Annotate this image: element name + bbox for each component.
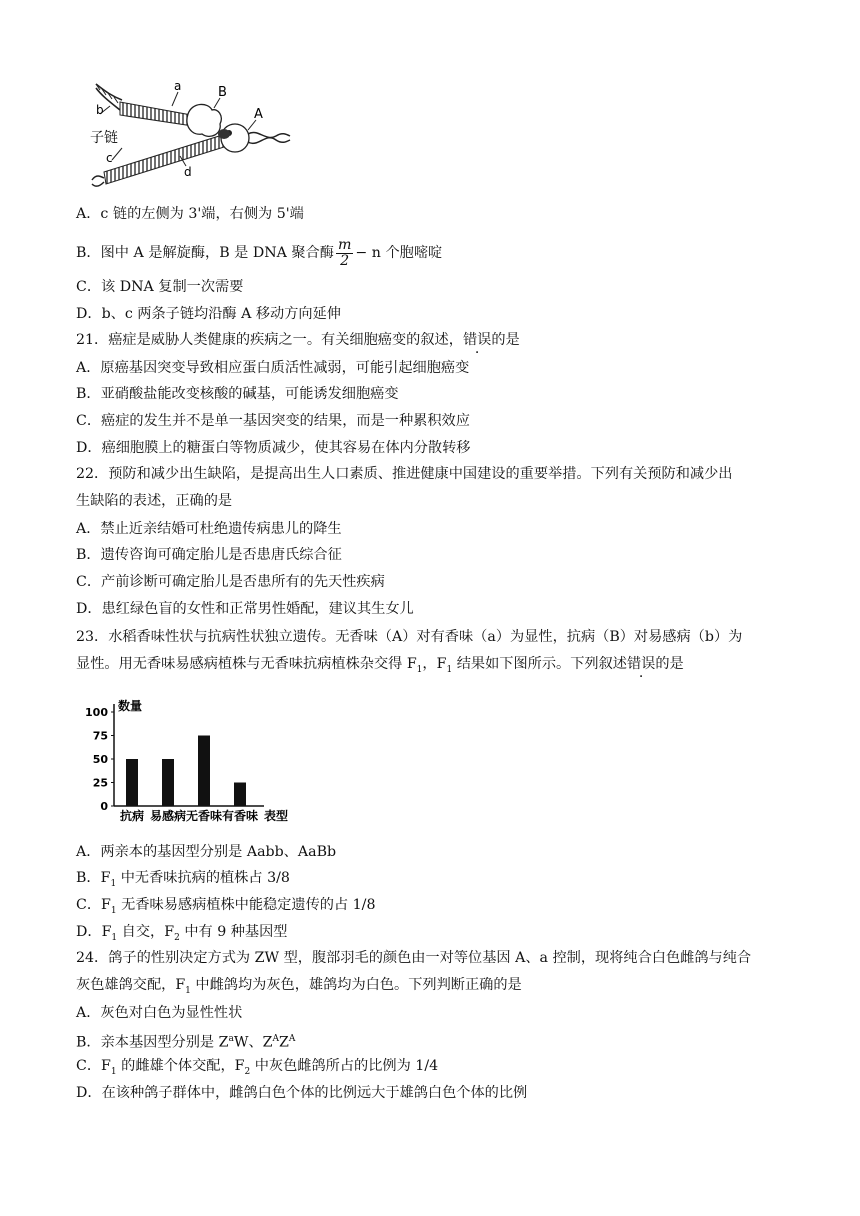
fraction-denominator: 2 [340, 252, 350, 269]
strand-c-d [104, 132, 240, 184]
q20-option-a: A．c 链的左侧为 3'端，右侧为 5'端 [76, 206, 304, 222]
label-a: a [174, 79, 182, 93]
emphasis: 错误 [626, 656, 656, 672]
label-b: b [96, 103, 104, 117]
fraction [336, 238, 353, 269]
x-category-label: 易感病 [149, 809, 187, 823]
q22-stem-line1: 22．预防和减少出生缺陷，是提高出生人口素质、推进健康中国建设的重要举措。下列有关预防和减少出 [76, 466, 733, 482]
q21-option-b: B．亚硝酸盐能改变核酸的碱基，可能诱发细胞癌变 [76, 386, 399, 402]
q23-option-d: D．$F_1$ 自交，$F_2$ 中有 9 种基因型 [76, 924, 288, 943]
y-tick-label: 100 [85, 706, 108, 719]
enzyme-b [187, 104, 221, 136]
fraction-numerator: m [337, 236, 352, 253]
q21-option-a: A．原癌基因突变导致相应蛋白质活性减弱，可能引起细胞癌变 [76, 360, 470, 376]
q24-option-d: D．在该种鸽子群体中，雌鸽白色个体的比例远大于雄鸽白色个体的比例 [76, 1085, 528, 1101]
q20-option-c: C．该 DNA 复制一次需要 [76, 279, 244, 295]
q23-stem-line1: 23．水稻香味性状与抗病性状独立遗传。无香味（A）对有香味（a）为显性，抗病（B）对易感病（b）为 [76, 629, 743, 645]
q22-option-d: D．患红绿色盲的女性和正常男性婚配，建议其生女儿 [76, 601, 414, 617]
q22-option-c: C．产前诊断可确定胎儿是否患所有的先天性疾病 [76, 574, 385, 590]
q24-option-c: C．$F_1$ 的雌雄个体交配，$F_2$ 中灰色雌鸽所占的比例为 1/4 [76, 1058, 439, 1077]
bar-1 [126, 759, 138, 806]
q23-option-a: A．两亲本的基因型分别是 Aabb、AaBb [76, 844, 337, 860]
q21-option-c: C．癌症的发生并不是单一基因突变的结果，而是一种累积效应 [76, 413, 470, 429]
q23-stem-line2: 显性。用无香味易感病植株与无香味抗病植株杂交得 $F_1$，$F_1$ 结果如下图所示。下列叙述错误的是 [76, 656, 684, 675]
x-category-label: 无香味 [185, 809, 223, 823]
x-category-label: 抗病 [119, 809, 145, 823]
q20-option-b-text: B．图中 A 是解旋酶，B 是 DNA 聚合酶 [76, 245, 334, 261]
q21-stem: 21．癌症是威胁人类健康的疾病之一。有关细胞癌变的叙述，错误的是 [76, 332, 520, 348]
y-tick-label: 50 [92, 753, 108, 766]
chart-xlabel: 表型 [264, 809, 289, 823]
chart-ylabel: 数量 [118, 699, 143, 713]
q24-stem-line1: 24．鸽子的性别决定方式为 ZW 型，腹部羽毛的颜色由一对等位基因 A、a 控制，现将纯合白色雌鸽与纯合 [76, 950, 752, 966]
parent-helix [248, 132, 290, 143]
q22-stem-line2: 生缺陷的表述，正确的是 [76, 493, 233, 509]
label-daughter: 子链 [90, 130, 118, 146]
q24-option-b: B．亲本基因型分别是 $Z^aW$、$Z^AZ^A$ [76, 1034, 296, 1051]
q23-option-c: C．$F_1$ 无香味易感病植株中能稳定遗传的占 1/8 [76, 897, 376, 916]
phenotype-bar-chart [80, 690, 310, 830]
label-A: A [254, 107, 263, 122]
x-category-label: 有香味 [221, 809, 259, 823]
bar-2 [162, 759, 174, 806]
y-tick-label: 75 [92, 729, 108, 743]
label-c: c [106, 151, 113, 165]
label-B: B [218, 85, 227, 100]
emphasis: 错误 [462, 332, 492, 348]
q24-option-a: A．灰色对白色为显性性状 [76, 1005, 243, 1021]
q20-option-b [76, 236, 442, 270]
q20-option-d: D．b、c 两条子链均沿酶 A 移动方向延伸 [76, 306, 341, 322]
bar-4 [234, 783, 246, 807]
q22-option-a: A．禁止近亲结婚可杜绝遗传病患儿的降生 [76, 521, 342, 537]
label-d: d [184, 165, 192, 179]
q21-option-d: D．癌细胞膜上的糖蛋白等物质减少，使其容易在体内分散转移 [76, 440, 471, 456]
y-tick-label: 25 [92, 776, 108, 790]
q22-option-b: B．遗传咨询可确定胎儿是否患唐氏综合征 [76, 547, 342, 563]
q23-option-b: B．$F_1$ 中无香味抗病的植株占 3/8 [76, 870, 290, 889]
q20-option-b-tail: − n 个胞嘧啶 [355, 245, 443, 261]
y-tick-label: 0 [100, 800, 108, 813]
q24-stem-line2: 灰色雄鸽交配，$F_1$ 中雌鸽均为灰色，雄鸽均为白色。下列判断正确的是 [76, 977, 522, 996]
dna-replication-figure [82, 62, 292, 192]
bar-3 [198, 736, 210, 807]
